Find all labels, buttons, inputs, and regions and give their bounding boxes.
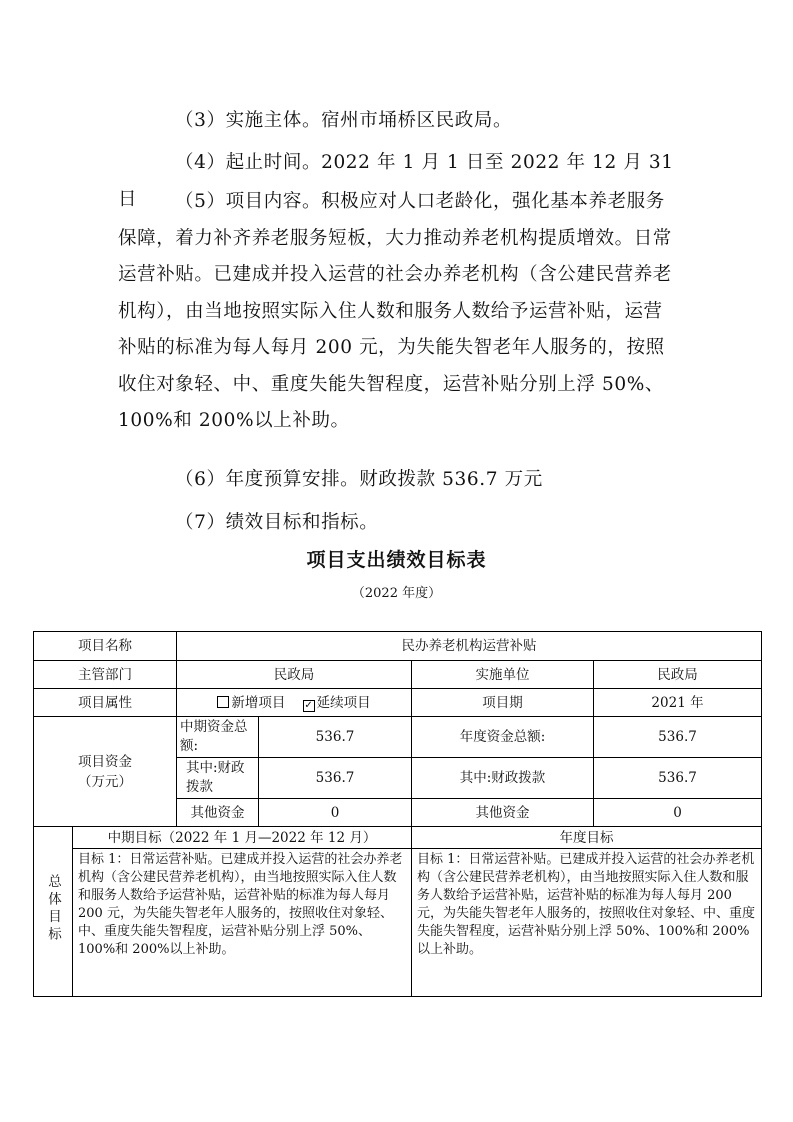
other-label-mid: 其他资金 xyxy=(177,799,259,827)
overall-goal-label-text: 总体目标 xyxy=(45,874,61,944)
period-label: 项目期 xyxy=(412,689,594,717)
other-value-mid: 0 xyxy=(259,799,412,827)
checkbox-checked-icon[interactable]: ✓ xyxy=(304,699,313,711)
mid-total-label-text: 中期资金总额: xyxy=(180,719,248,754)
performance-table xyxy=(33,631,762,997)
mid-fiscal-label xyxy=(177,758,259,799)
dept-label: 主管部门 xyxy=(34,661,177,689)
mid-fiscal-label-text: 其中:财政拨款 xyxy=(186,760,245,795)
mid-goal-header: 中期目标（2022 年 1 月—2022 年 12 月） xyxy=(73,827,412,849)
table-title: 项目支出绩效目标表 xyxy=(306,549,487,571)
dept-value: 民政局 xyxy=(177,661,412,689)
year-goal-header: 年度目标 xyxy=(412,827,762,849)
paragraph-content: （5）项目内容。积极应对人口老龄化，强化基本养老服务保障，着力补齐养老服务短板，大力推动养老机构提质增效。日常运营补贴。已建成并投入运营的社会办养老机构（含公建民营养老机构），由当地按照实际入住人数和服务人数给予运营补贴，运营补贴的标准为每人每月 200 元，为失能失智老年人服务的，按照收住对象轻、中、重度失能失智程度，运营补贴分别上浮 50%、100%和 200%以上补助。 xyxy=(118,191,672,431)
paragraph-goals: （7）绩效目标和指标。 xyxy=(175,512,379,533)
paragraph-implementing-body: （3）实施主体。宿州市埇桥区民政局。 xyxy=(175,110,513,131)
mid-goal-text: 目标 1：日常运营补贴。已建成并投入运营的社会办养老机构（含公建民营养老机构），由当地按照实际入住人数和服务人数给予运营补贴，运营补贴的标准为每人每月 200 元，为失能失智老年人服务的，按照收住对象轻、中、重度失能失智程度，运营补贴分别上浮 50%、100%和 200%以上补助。 xyxy=(73,849,412,997)
impl-label: 实施单位 xyxy=(412,661,594,689)
other-label-year: 其他资金 xyxy=(412,799,594,827)
year-fiscal-label: 其中:财政拨款 xyxy=(412,758,594,799)
paragraph-budget: （6）年度预算安排。财政拨款 536.7 万元 xyxy=(175,469,543,490)
attr-label: 项目属性 xyxy=(34,689,177,717)
mid-total-label xyxy=(177,717,259,758)
paragraph-period: （4）起止时间。2022 年 1 月 1 日至 2022 年 12 月 31 日 xyxy=(118,152,674,210)
checkbox-new-icon[interactable] xyxy=(217,696,229,708)
funds-label-text: 项目资金（万元） xyxy=(78,753,132,790)
mid-fiscal-value: 536.7 xyxy=(259,758,412,799)
table-subtitle: （2022 年度） xyxy=(351,586,442,601)
attr-cont-label: 延续项目 xyxy=(316,694,371,711)
period-value: 2021 年 xyxy=(594,689,762,717)
year-fiscal-value: 536.7 xyxy=(594,758,762,799)
attr-options xyxy=(177,689,412,717)
year-goal-text: 目标 1：日常运营补贴。已建成并投入运营的社会办养老机构（含公建民营养老机构），由当地按照实际入住人数和服务人数给予运营补贴，运营补贴的标准为每人每月 200 元，为失能失智老年人服务的，按照收住对象轻、中、重度失能失智程度，运营补贴分别上浮 50%、100%和 200%以上补助。 xyxy=(412,849,762,997)
project-name-label: 项目名称 xyxy=(34,632,177,661)
funds-label xyxy=(34,717,177,827)
other-value-year: 0 xyxy=(594,799,762,827)
year-total-value: 536.7 xyxy=(594,717,762,758)
attr-new-label: 新增项目 xyxy=(231,694,286,711)
impl-value: 民政局 xyxy=(594,661,762,689)
year-total-label: 年度资金总额: xyxy=(412,717,594,758)
project-name-value: 民办养老机构运营补贴 xyxy=(177,632,762,661)
overall-goal-label xyxy=(34,827,73,997)
mid-total-value: 536.7 xyxy=(259,717,412,758)
